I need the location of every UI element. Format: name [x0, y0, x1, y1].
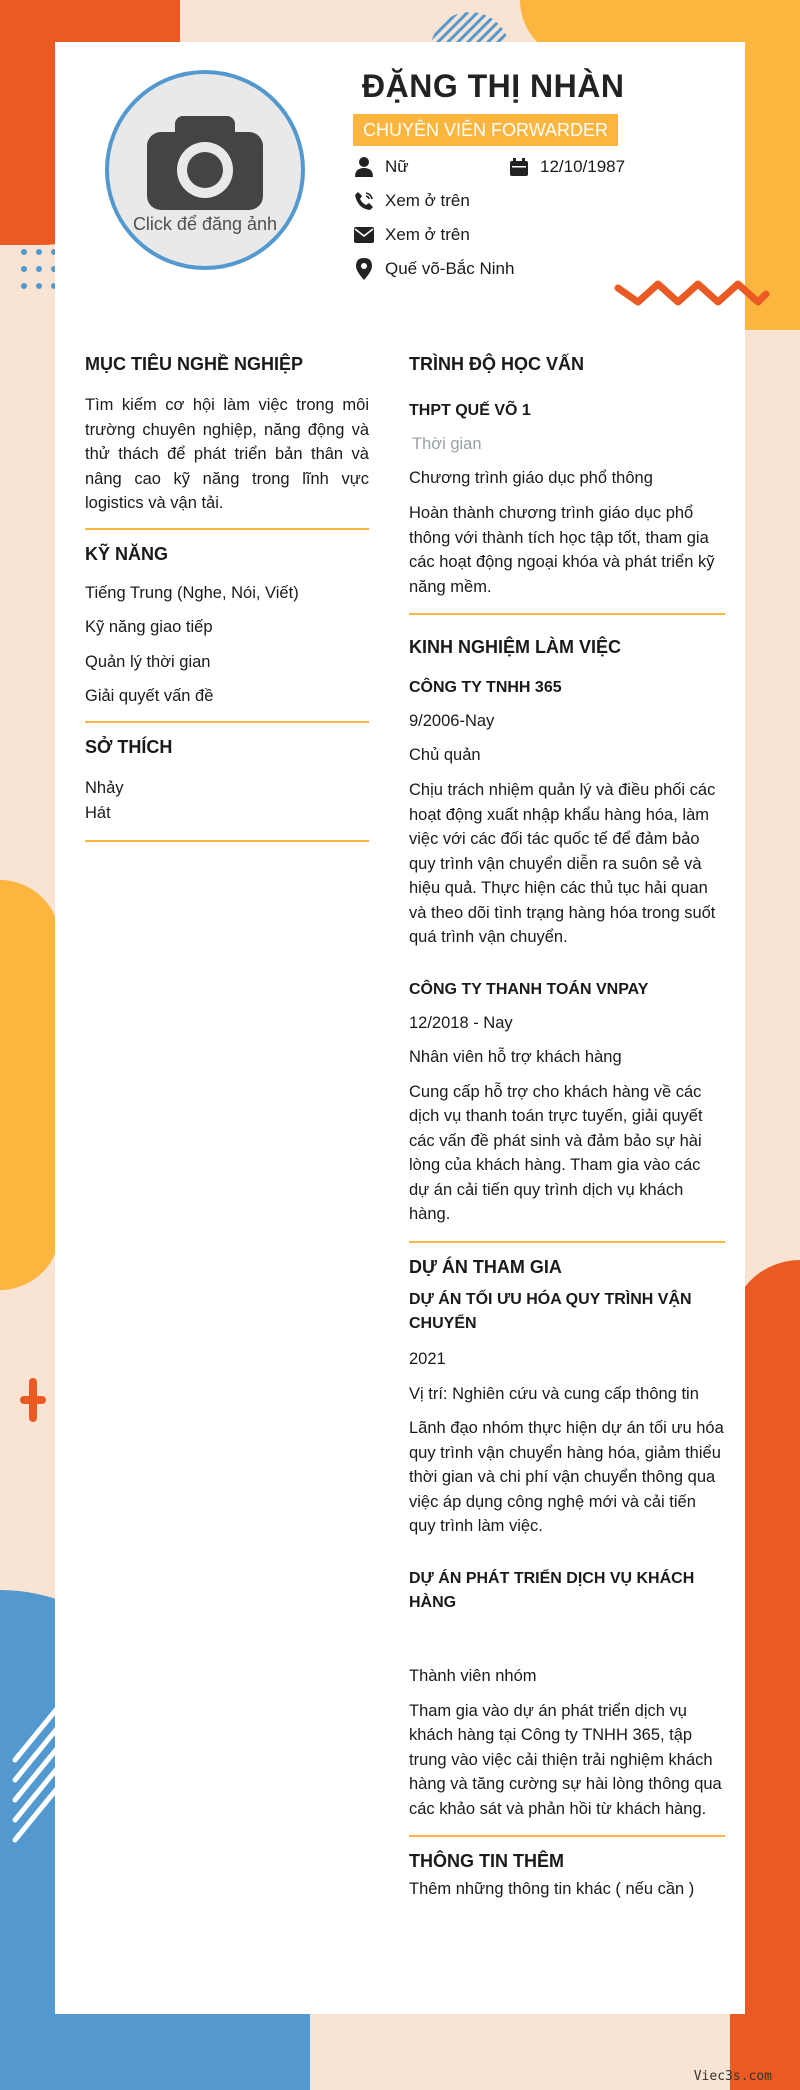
project-role: Thành viên nhóm — [409, 1666, 537, 1685]
extra-info-title: THÔNG TIN THÊM — [409, 1851, 564, 1871]
skill-item: Quản lý thời gian — [85, 652, 211, 671]
right-column — [409, 340, 725, 1900]
avatar-caption: Click để đăng ảnh — [132, 213, 278, 234]
address-value: Quế võ-Bắc Ninh — [385, 259, 515, 278]
education-program: Chương trình giáo dục phổ thông — [409, 469, 653, 487]
gender-value: Nữ — [385, 157, 409, 176]
camera-icon — [147, 114, 263, 210]
watermark: Viec3s.com — [693, 2069, 772, 2084]
education-school: THPT QUẾ VÕ 1 — [409, 402, 531, 419]
job-title-badge: CHUYÊN VIÊN FORWARDER — [353, 114, 618, 146]
contact-address — [353, 258, 514, 280]
job-description: Cung cấp hỗ trợ cho khách hàng về các dịch vụ thanh toán trực tuyến, giải quyết các vấn đề phát sinh và đảm bảo sự hài lòng của khách hàng. Tham gia vào các dự án cải tiến quy trình dịch vụ khách hàng. — [409, 1082, 703, 1223]
project-description: Lãnh đạo nhóm thực hiện dự án tối ưu hóa quy trình vận chuyển hàng hóa, giảm thiểu thời gian và chi phí vận chuyển thông qua việc áp dụng công nghệ mới và cải tiến quy trình làm việc. — [409, 1419, 724, 1535]
contact-phone — [353, 190, 470, 212]
extra-info-text: Thêm những thông tin khác ( nếu cần ) — [409, 1880, 695, 1898]
section-divider — [409, 1835, 725, 1837]
location-pin-icon — [353, 258, 375, 280]
envelope-icon — [353, 224, 375, 246]
project-time: 2021 — [409, 1349, 446, 1368]
email-value: Xem ở trên — [385, 225, 470, 244]
hobbies-title: SỞ THÍCH — [85, 736, 173, 757]
skill-item: Kỹ năng giao tiếp — [85, 618, 213, 636]
job-company: CÔNG TY TNHH 365 — [409, 679, 562, 696]
section-divider — [409, 613, 725, 615]
education-time: Thời gian — [412, 435, 482, 453]
experience-title: KINH NGHIỆM LÀM VIỆC — [409, 637, 622, 657]
project-name: DỰ ÁN PHÁT TRIỂN DỊCH VỤ KHÁCH HÀNG — [409, 1569, 695, 1611]
decor-blob-middle-left — [0, 880, 60, 1290]
phone-icon — [353, 190, 375, 212]
calendar-icon — [508, 156, 530, 178]
contact-email — [353, 224, 470, 246]
job-company: CÔNG TY THANH TOÁN VNPAY — [409, 980, 649, 998]
skill-item: Tiếng Trung (Nghe, Nói, Viết) — [85, 583, 299, 602]
left-column — [85, 340, 369, 842]
birthday-value: 12/10/1987 — [540, 157, 626, 176]
objective-title: MỤC TIÊU NGHỀ NGHIỆP — [85, 354, 304, 374]
hobby-item: Nhảy — [85, 778, 124, 797]
contact-birthday — [508, 156, 625, 178]
project-role: Vị trí: Nghiên cứu và cung cấp thông tin — [409, 1384, 699, 1403]
skills-title: KỸ NĂNG — [85, 543, 169, 564]
projects-title: DỰ ÁN THAM GIA — [409, 1256, 562, 1277]
project-name: DỰ ÁN TỐI ƯU HÓA QUY TRÌNH VẬN CHUYỂN — [409, 1290, 692, 1332]
candidate-name: ĐẶNG THỊ NHÀN — [362, 68, 625, 104]
skill-item: Giải quyết vấn đề — [85, 687, 214, 705]
person-icon — [353, 156, 375, 178]
avatar-upload[interactable] — [105, 70, 305, 270]
project-description: Tham gia vào dự án phát triển dịch vụ khách hàng tại Công ty TNHH 365, tập trung vào việc cải thiện trải nghiệm khách hàng và tăng cường sự hài lòng thông qua các khảo sát và phản hồi từ khách hàng. — [409, 1701, 722, 1818]
education-description: Hoàn thành chương trình giáo dục phổ thông với thành tích học tập tốt, tham gia các hoạt động ngoại khóa và phát triển kỹ năng mềm. — [409, 504, 715, 596]
section-divider — [85, 528, 369, 530]
decor-plus-sign — [20, 1378, 46, 1422]
objective-text: Tìm kiếm cơ hội làm việc trong môi trường chuyên nghiệp, năng động và thử thách để phát triển bản thân và nâng cao kỹ năng trong lĩnh vực logistics và vận tải. — [85, 396, 369, 512]
hobby-item: Hát — [85, 803, 111, 822]
phone-value: Xem ở trên — [385, 191, 470, 210]
job-description: Chịu trách nhiệm quản lý và điều phối các hoạt động xuất nhập khẩu hàng hóa, làm việc với các đối tác quốc tế để đảm bảo quy trình vận chuyển diễn ra suôn sẻ và hiệu quả. Thực hiện các thủ tục hải quan và theo dõi tình trạng hàng hóa trong suốt quá trình vận chuyển. — [409, 781, 716, 946]
section-divider — [85, 840, 369, 842]
job-position: Nhân viên hỗ trợ khách hàng — [409, 1047, 622, 1066]
job-time: 12/2018 - Nay — [409, 1013, 513, 1032]
contact-gender — [353, 156, 409, 178]
section-divider — [409, 1241, 725, 1243]
job-time: 9/2006-Nay — [409, 712, 495, 730]
section-divider — [85, 721, 369, 723]
project-time — [409, 1627, 725, 1649]
decor-zigzag — [614, 278, 770, 308]
job-position: Chủ quản — [409, 746, 481, 764]
education-title: TRÌNH ĐỘ HỌC VẤN — [409, 354, 584, 374]
